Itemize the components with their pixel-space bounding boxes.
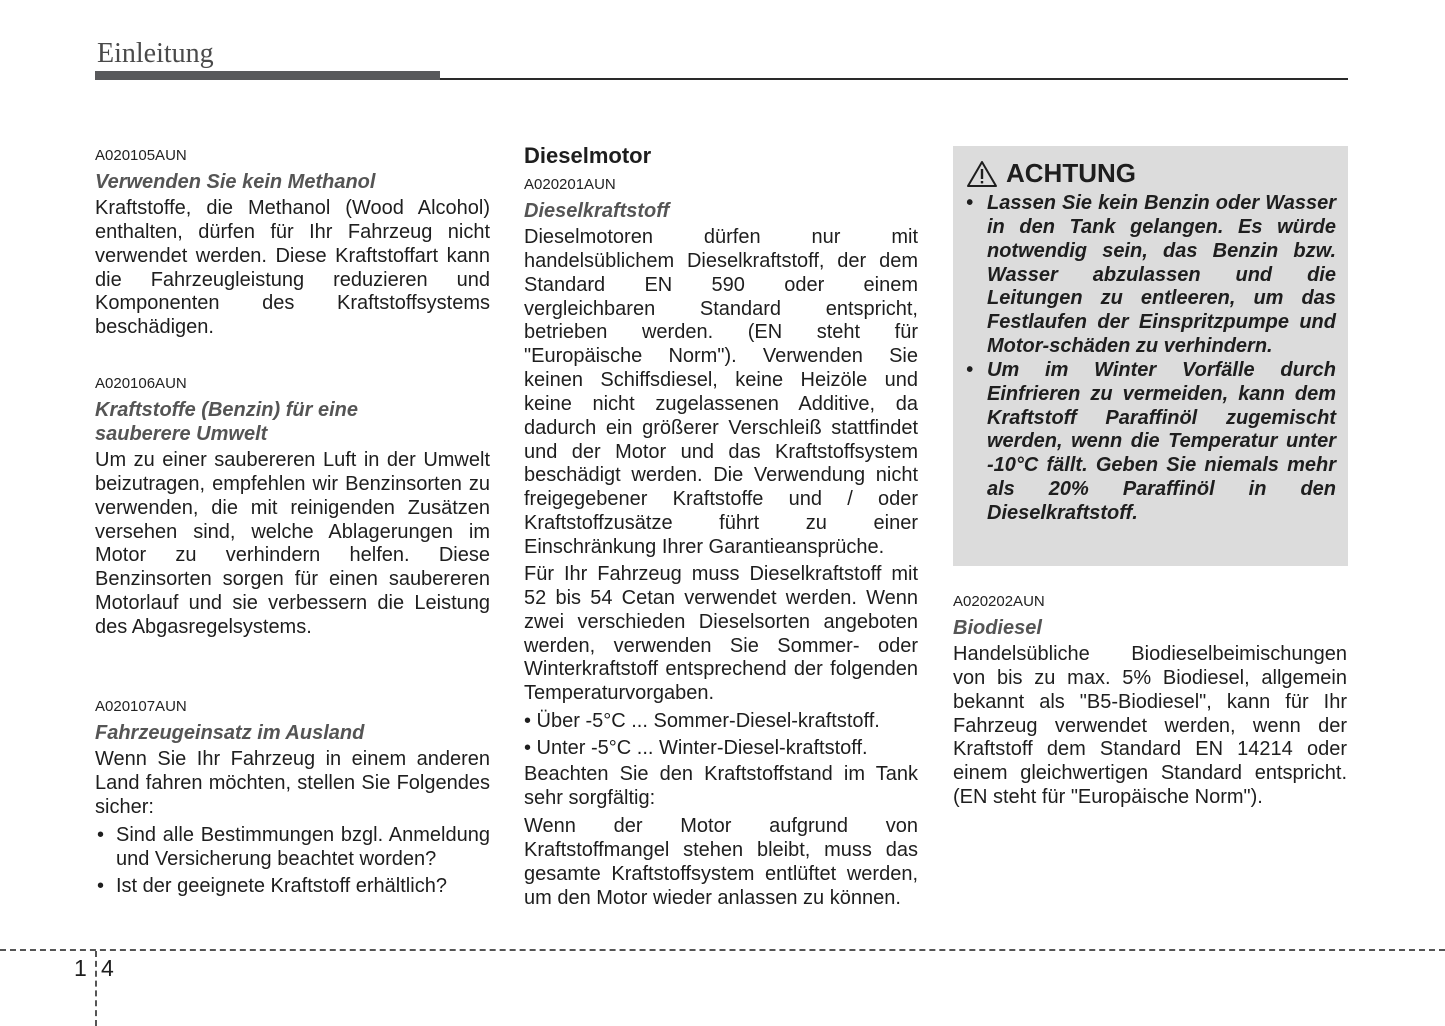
section-heading: Fahrzeugeinsatz im Ausland bbox=[95, 722, 365, 744]
body-paragraph: Wenn Sie Ihr Fahrzeug in einem anderen Land fahren möchten, stellen Sie Folgendes sicher: bbox=[95, 748, 490, 818]
section-code: A020107AUN bbox=[95, 698, 187, 715]
warning-item: • Um im Winter Vorfälle durch Einfrieren zu vermeiden, kann dem Kraftstoff Paraffinöl zugemischt werden, wenn die Temperatur unter -10°C fällt. Geben Sie niemals mehr als 20% Paraffinöl in den Dieselkraftstoff. bbox=[965, 359, 1336, 526]
list-item: • Ist der geeignete Kraftstoff erhältlich? bbox=[95, 875, 490, 899]
warning-title: ACHTUNG bbox=[1006, 158, 1136, 188]
page-header-title: Einleitung bbox=[97, 38, 214, 69]
header-rule-thick bbox=[95, 71, 440, 80]
chapter-number: 1 bbox=[74, 955, 87, 981]
section-heading: Biodiesel bbox=[953, 617, 1042, 639]
list-item: • Sind alle Bestimmungen bzgl. Anmeldung und Versicherung beachtet worden? bbox=[95, 824, 490, 872]
section-heading: sauberere Umwelt bbox=[95, 423, 268, 445]
section-heading: Verwenden Sie kein Methanol bbox=[95, 171, 376, 193]
temperature-line: • Über -5°C ... Sommer-Diesel-kraftstoff. bbox=[524, 710, 880, 732]
bullet-list bbox=[95, 824, 490, 899]
warning-list bbox=[965, 192, 1336, 526]
warning-item: • Lassen Sie kein Benzin oder Wasser in den Tank gelangen. Es würde notwendig sein, das Benzin bzw. Wasser abzulassen und die Leitungen zu entleeren, um das Festlaufen der Einspritzpumpe und Motor-schäden zu verhindern. bbox=[965, 192, 1336, 359]
warning-triangle-icon bbox=[966, 160, 998, 188]
body-paragraph: Für Ihr Fahrzeug muss Dieselkraftstoff mit 52 bis 54 Cetan verwendet werden. Wenn zwei verschieden Dieselsorten angeboten werden, verwenden Sie Sommer- oder Winterkraftstoff entsprechend der folgenden Temperaturvorgaben. bbox=[524, 563, 918, 705]
footer-divider bbox=[0, 949, 1445, 951]
section-code: A020202AUN bbox=[953, 593, 1045, 610]
section-title: Dieselmotor bbox=[524, 143, 652, 168]
section-heading: Kraftstoffe (Benzin) für eine bbox=[95, 399, 358, 421]
section-code: A020201AUN bbox=[524, 176, 616, 193]
section-code: A020105AUN bbox=[95, 147, 187, 164]
body-paragraph: Kraftstoffe, die Methanol (Wood Alcohol) enthalten, dürfen für Ihr Fahrzeug nicht verwendet werden. Diese Kraftstoffart kann die Fahrzeugleistung reduzieren und Komponenten des Kraftstoffsystems beschädigen. bbox=[95, 197, 490, 339]
section-heading: Dieselkraftstoff bbox=[524, 200, 670, 222]
body-paragraph: Dieselmotoren dürfen nur mit handelsüblichem Dieselkraftstoff, der dem Standard EN 590 oder einem vergleichbaren Standard entspricht, betrieben werden. (EN steht für "Europäische Norm"). Verwenden Sie keinen Schiffsdiesel, keine Heizöle und keine nicht zugelassenen Additive, da dadurch ein größerer Verschleiß stattfindet und der Motor und das Kraftstoffsystem beschädigt werden. Die Verwendung nicht freigegebener Kraftstoffe und / oder Kraftstoffzusätze führt zu einer Einschränkung Ihrer Garantieansprüche. bbox=[524, 226, 918, 558]
body-paragraph: Beachten Sie den Kraftstoffstand im Tank sehr sorgfältig: bbox=[524, 763, 918, 809]
page-number: 4 bbox=[101, 955, 114, 981]
body-paragraph: Um zu einer saubereren Luft in der Umwelt beizutragen, empfehlen wir Benzinsorten zu verwenden, die mit reinigenden Zusätzen versehen sind, welche Ablagerungen im Motor zu verhindern helfen. Diese Benzinsorten sorgen für einen saubereren Motorlauf und sie verbessern die Leistung des Abgasregelsystems. bbox=[95, 449, 490, 638]
section-code: A020106AUN bbox=[95, 375, 187, 392]
body-paragraph: Handelsübliche Biodieselbeimischungen von bis zu max. 5% Biodiesel, allgemein bekannt als "B5-Biodiesel", kann für Ihr Fahrzeug verwendet werden, wenn der Kraftstoff dem Standard EN 14214 oder einem gleichwertigen Standard entspricht. (EN steht für "Europäische Norm"). bbox=[953, 643, 1347, 809]
body-paragraph: Wenn der Motor aufgrund von Kraftstoffmangel stehen bleibt, muss das gesamte Kraftstoffsystem entlüftet werden, um den Motor wieder anlassen zu können. bbox=[524, 815, 918, 909]
temperature-line: • Unter -5°C ... Winter-Diesel-kraftstoff. bbox=[524, 737, 868, 759]
footer-vertical-divider bbox=[95, 951, 97, 1026]
header-rule-thin bbox=[440, 78, 1348, 80]
